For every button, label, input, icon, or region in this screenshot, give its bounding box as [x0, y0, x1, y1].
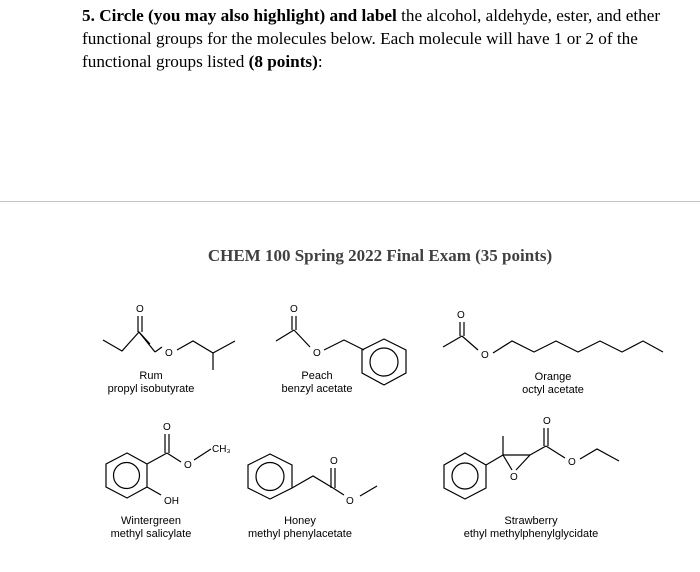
wintergreen-hydroxyl: OH — [164, 496, 179, 507]
honey-compound-name: methyl phenylacetate — [248, 528, 352, 540]
question-body: the alcohol, aldehyde, ester, and ether functional groups for the molecules below. Each molecule will have 1 or 2 of the functional groups listed — [82, 6, 661, 71]
strawberry-ester-oxygen: O — [568, 457, 576, 468]
wintergreen-flavor: Wintergreen — [121, 515, 181, 527]
strawberry-flavor: Strawberry — [504, 515, 558, 527]
question-instruction: Circle (you may also highlight) and label — [99, 6, 397, 25]
exam-title: CHEM 100 Spring 2022 Final Exam (35 points) — [207, 246, 553, 265]
orange-ester-oxygen: O — [481, 350, 489, 361]
strawberry-carbonyl-oxygen: O — [543, 416, 551, 427]
rum-structure — [103, 316, 235, 370]
wintergreen-label — [111, 515, 192, 541]
honey-flavor: Honey — [284, 515, 316, 527]
rum-ester-oxygen: O — [165, 348, 173, 359]
wintergreen-methyl: CH₃ — [212, 444, 231, 455]
peach-carbonyl-oxygen: O — [290, 304, 298, 315]
question-colon: : — [317, 52, 323, 71]
honey-ester-oxygen: O — [346, 496, 354, 507]
wintergreen-compound-name: methyl salicylate — [110, 528, 192, 540]
honey-carbonyl-oxygen: O — [330, 456, 338, 467]
wintergreen-structure — [106, 434, 211, 498]
rum-flavor: Rum — [139, 370, 163, 382]
strawberry-compound-name: ethyl methylphenylglycidate — [463, 528, 599, 540]
strawberry-structure — [444, 428, 619, 499]
orange-compound-name: octyl acetate — [522, 384, 584, 396]
peach-compound-name: benzyl acetate — [281, 383, 353, 395]
peach-flavor: Peach — [301, 370, 333, 382]
honey-structure — [248, 454, 377, 499]
question-points: (8 points) — [248, 52, 318, 71]
rum-carbonyl-oxygen: O — [136, 304, 144, 315]
honey-label — [248, 515, 352, 541]
orange-carbonyl-oxygen: O — [457, 310, 465, 321]
orange-flavor: Orange — [534, 371, 572, 383]
peach-ester-oxygen: O — [313, 348, 321, 359]
orange-structure — [443, 322, 663, 353]
question-number: 5. — [82, 6, 95, 25]
orange-label — [522, 371, 584, 397]
rum-label — [108, 370, 195, 396]
wintergreen-ester-oxygen: O — [184, 460, 192, 471]
rum-compound-name: propyl isobutyrate — [107, 383, 195, 395]
strawberry-epoxide-oxygen: O — [510, 472, 518, 483]
wintergreen-carbonyl-oxygen: O — [163, 422, 171, 433]
strawberry-label — [464, 515, 599, 541]
peach-label — [282, 370, 353, 396]
